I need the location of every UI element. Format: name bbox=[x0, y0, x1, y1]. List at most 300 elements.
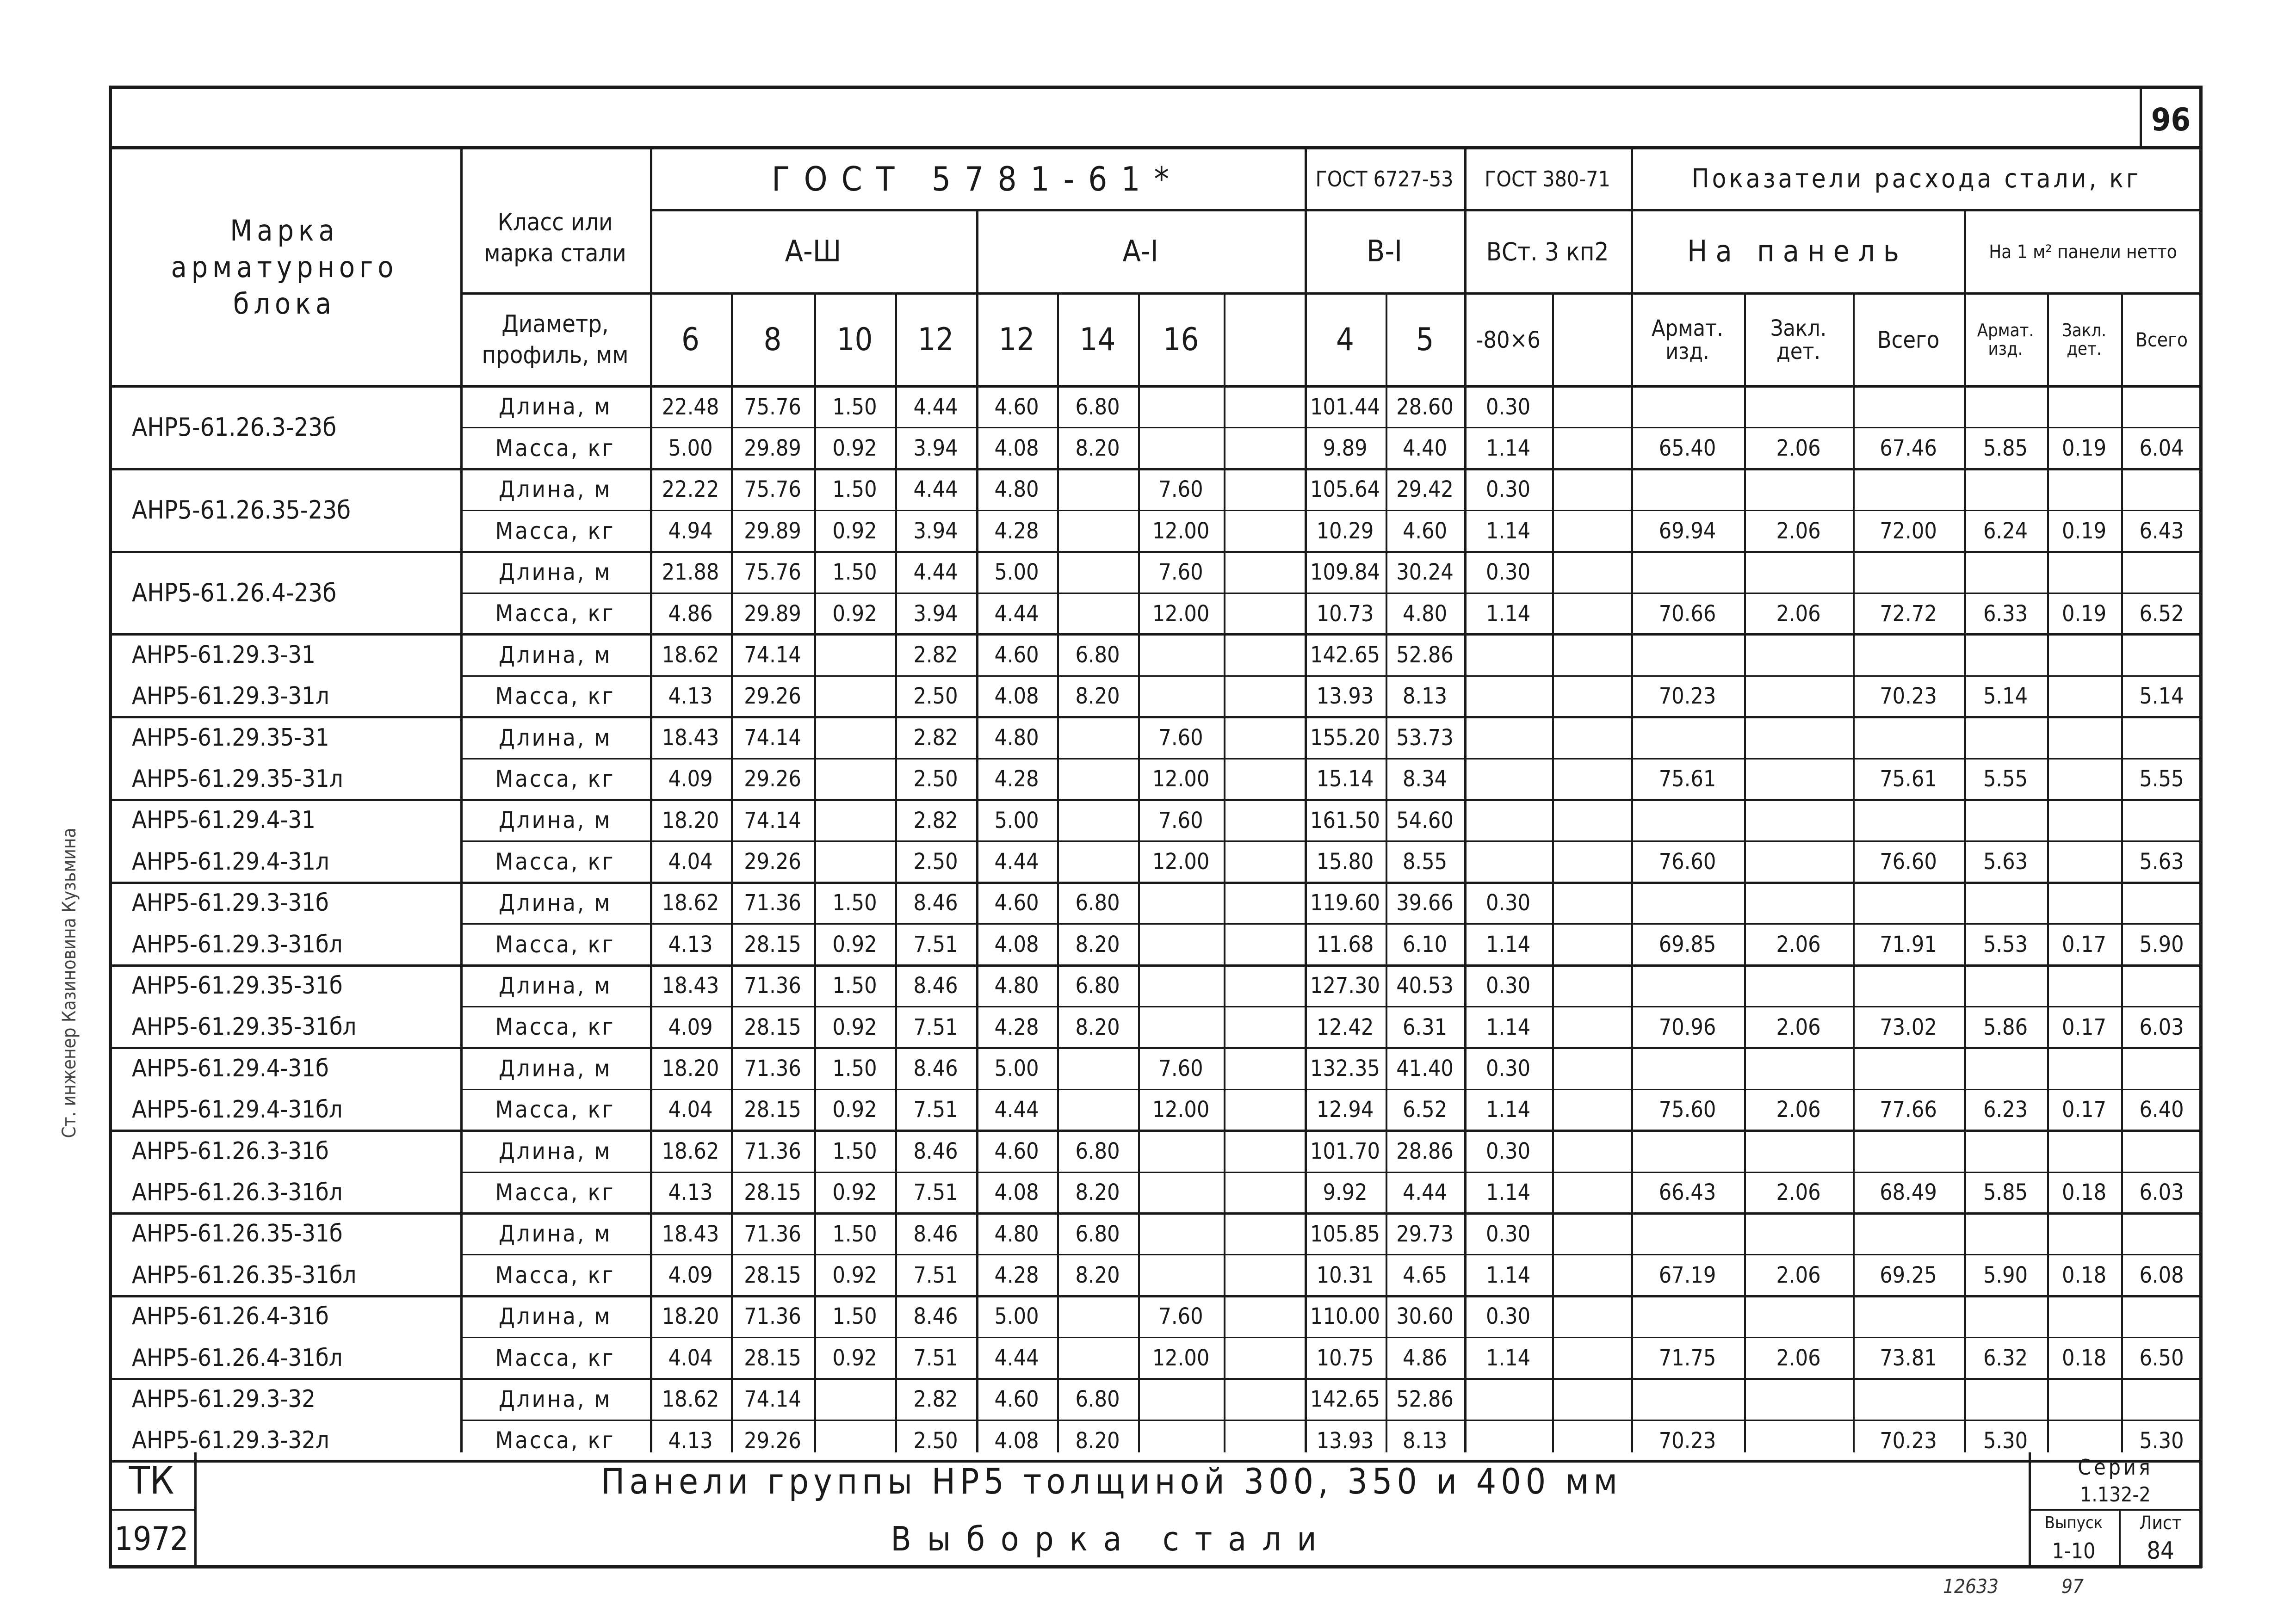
length-value: 0.30 bbox=[1485, 1303, 1531, 1330]
length-value: 74.14 bbox=[744, 642, 801, 668]
length-value: 4.60 bbox=[994, 642, 1039, 668]
mass-value: 9.89 bbox=[1323, 435, 1368, 461]
mass-value bbox=[1552, 1007, 1631, 1048]
mass-value: 15.80 bbox=[1316, 848, 1374, 875]
length-value: 1.50 bbox=[832, 1303, 877, 1330]
total-value: 73.81 bbox=[1880, 1345, 1937, 1371]
total-value bbox=[2047, 841, 2121, 882]
mass-value: 0.92 bbox=[832, 518, 877, 544]
diameter-value bbox=[1224, 294, 1305, 386]
length-value: 8.46 bbox=[913, 1221, 958, 1247]
length-value: 5.00 bbox=[994, 1055, 1039, 1081]
mass-value: 4.44 bbox=[1402, 1179, 1448, 1206]
mass-value bbox=[1224, 427, 1305, 469]
length-value: 18.62 bbox=[662, 1138, 719, 1164]
row-label-mass: Масса, кг bbox=[495, 766, 615, 793]
length-value bbox=[814, 800, 895, 841]
m2-total-header: Всего bbox=[2135, 328, 2188, 351]
row-label-mass: Масса, кг bbox=[495, 600, 615, 627]
total-value: 72.00 bbox=[1880, 518, 1937, 544]
length-value bbox=[1552, 717, 1631, 758]
m2-zakl-header bbox=[2047, 294, 2121, 386]
armat-header-line-1: Армат. bbox=[1652, 315, 1723, 341]
length-value bbox=[1552, 1296, 1631, 1337]
length-value: 0.30 bbox=[1485, 1138, 1531, 1164]
total-value: 0.17 bbox=[2061, 1014, 2107, 1040]
mass-value: 4.44 bbox=[994, 1097, 1039, 1123]
total-value: 5.85 bbox=[1983, 1179, 2028, 1206]
length-value: 71.36 bbox=[744, 1221, 801, 1247]
mass-value: 28.15 bbox=[744, 1014, 801, 1040]
zakl-header bbox=[1744, 294, 1853, 386]
diameter-value: 16 bbox=[1163, 321, 1199, 358]
mass-value bbox=[1464, 676, 1552, 717]
length-value: 0.30 bbox=[1485, 973, 1531, 999]
length-value: 53.73 bbox=[1396, 724, 1454, 751]
mass-value: 29.89 bbox=[744, 518, 801, 544]
total-value bbox=[1744, 676, 1853, 717]
row-label-length: Длина, м bbox=[498, 889, 612, 917]
mass-value: 4.94 bbox=[668, 518, 713, 544]
mass-value: 8.20 bbox=[1075, 435, 1120, 461]
mass-value: 7.51 bbox=[913, 931, 958, 957]
length-value: 5.00 bbox=[994, 559, 1039, 586]
length-value: 105.85 bbox=[1310, 1221, 1380, 1247]
length-value bbox=[1552, 1048, 1631, 1089]
mass-value: 0.92 bbox=[832, 1345, 877, 1371]
length-value bbox=[1138, 883, 1224, 924]
block-mark: АНР5-61.29.35-31бл bbox=[132, 1013, 357, 1041]
row-label-mass: Масса, кг bbox=[495, 931, 615, 958]
mass-value bbox=[1057, 510, 1138, 551]
mass-value: 12.94 bbox=[1316, 1097, 1374, 1123]
block-mark: АНР5-61.29.3-32л bbox=[132, 1426, 329, 1455]
mass-value: 9.92 bbox=[1323, 1179, 1368, 1206]
length-value: 7.60 bbox=[1158, 559, 1203, 586]
mass-value: 4.08 bbox=[994, 1179, 1039, 1206]
per-panel-header: На панель bbox=[1687, 235, 1907, 269]
mass-value: 1.14 bbox=[1485, 1345, 1531, 1371]
row-label-mass: Масса, кг bbox=[495, 1427, 615, 1454]
length-value: 18.20 bbox=[662, 1303, 719, 1330]
length-value: 6.80 bbox=[1075, 890, 1120, 916]
mass-value: 4.04 bbox=[668, 1345, 713, 1371]
archive-number: 12633 bbox=[1943, 1575, 1999, 1598]
block-mark: АНР5-61.29.3-31бл bbox=[132, 930, 343, 958]
row-label-mass: Масса, кг bbox=[495, 1261, 615, 1289]
row-label-length: Длина, м bbox=[498, 972, 612, 1000]
total-value: 67.19 bbox=[1659, 1262, 1716, 1288]
length-value bbox=[814, 634, 895, 675]
length-value bbox=[1224, 552, 1305, 593]
gost-380-header: ГОСТ 380-71 bbox=[1485, 167, 1610, 192]
mass-value: 4.65 bbox=[1402, 1262, 1448, 1288]
length-value bbox=[1138, 634, 1224, 675]
mass-value: 29.89 bbox=[744, 435, 801, 461]
mass-value: 4.28 bbox=[994, 1014, 1039, 1040]
row-label-length: Длина, м bbox=[498, 1137, 612, 1165]
length-value: 18.62 bbox=[662, 890, 719, 916]
row-label-length: Длина, м bbox=[498, 807, 612, 834]
mass-value: 28.15 bbox=[744, 931, 801, 957]
total-value: 2.06 bbox=[1776, 600, 1821, 627]
mass-value: 4.44 bbox=[994, 848, 1039, 875]
total-value: 69.85 bbox=[1659, 931, 1716, 957]
length-value bbox=[1224, 1048, 1305, 1089]
mass-value bbox=[1552, 924, 1631, 965]
block-mark: АНР5-61.29.4-31б bbox=[132, 1054, 329, 1082]
mass-value bbox=[1138, 427, 1224, 469]
block-mark: АНР5-61.26.3-31б bbox=[132, 1137, 329, 1165]
diameter-header bbox=[460, 294, 650, 386]
total-value: 75.61 bbox=[1659, 766, 1716, 792]
length-value: 71.36 bbox=[744, 1138, 801, 1164]
length-value: 22.22 bbox=[662, 476, 719, 503]
mass-value: 10.73 bbox=[1316, 600, 1374, 627]
length-value: 2.82 bbox=[913, 642, 958, 668]
length-value bbox=[1224, 1213, 1305, 1254]
block-mark: АНР5-61.29.4-31л bbox=[132, 847, 329, 876]
length-value: 41.40 bbox=[1396, 1055, 1454, 1081]
block-mark: АНР5-61.26.3-31бл bbox=[132, 1178, 343, 1206]
mass-value bbox=[1224, 924, 1305, 965]
m2-zakl-header-line-2: дет. bbox=[2067, 339, 2102, 359]
length-value: 8.46 bbox=[913, 1055, 958, 1081]
zakl-header-line-1: Закл. bbox=[1770, 315, 1827, 341]
mass-value bbox=[1224, 1089, 1305, 1130]
total-value: 0.17 bbox=[2061, 1097, 2107, 1123]
length-value bbox=[1224, 1379, 1305, 1420]
length-value bbox=[1138, 1379, 1224, 1420]
mass-value bbox=[1224, 510, 1305, 551]
total-value: 0.17 bbox=[2061, 931, 2107, 957]
mass-value bbox=[1464, 759, 1552, 800]
mass-value: 6.31 bbox=[1402, 1014, 1448, 1040]
total-value: 2.06 bbox=[1776, 1097, 1821, 1123]
mass-value: 0.92 bbox=[832, 1014, 877, 1040]
total-value: 70.23 bbox=[1659, 683, 1716, 710]
row-label-length: Длина, м bbox=[498, 559, 612, 586]
total-value: 5.63 bbox=[2139, 848, 2184, 875]
length-value: 4.80 bbox=[994, 1221, 1039, 1247]
diameter-value: 14 bbox=[1079, 321, 1116, 358]
total-value: 6.43 bbox=[2139, 518, 2184, 544]
mass-value: 8.13 bbox=[1402, 1427, 1448, 1454]
length-value: 21.88 bbox=[662, 559, 719, 586]
length-value: 18.43 bbox=[662, 1221, 719, 1247]
mark-header bbox=[109, 148, 460, 386]
total-value: 6.03 bbox=[2139, 1014, 2184, 1040]
total-value: 0.18 bbox=[2061, 1262, 2107, 1288]
length-value: 5.00 bbox=[994, 1303, 1039, 1330]
total-value: 5.30 bbox=[1983, 1427, 2028, 1454]
total-value: 2.06 bbox=[1776, 931, 1821, 957]
zakl-header-line-2: дет. bbox=[1776, 339, 1821, 364]
total-value: 5.53 bbox=[1983, 931, 2028, 957]
mass-value: 1.14 bbox=[1485, 931, 1531, 957]
mass-value bbox=[1057, 1337, 1138, 1378]
mass-value: 4.60 bbox=[1402, 518, 1448, 544]
length-value: 1.50 bbox=[832, 1055, 877, 1081]
issue-label: Выпуск bbox=[2044, 1513, 2103, 1532]
length-value bbox=[1138, 386, 1224, 427]
steel-use-header: Показатели расхода стали, кг bbox=[1691, 164, 2141, 194]
mass-value: 8.20 bbox=[1075, 1179, 1120, 1206]
mass-value: 6.52 bbox=[1402, 1097, 1448, 1123]
mass-value: 0.92 bbox=[832, 1097, 877, 1123]
length-value: 18.20 bbox=[662, 807, 719, 834]
footer-title: Панели группы НР5 толщиной 300, 350 и 400 мм bbox=[600, 1460, 1622, 1502]
row-label-length: Длина, м bbox=[498, 641, 612, 668]
diameter-value: 8 bbox=[763, 321, 782, 358]
mass-value bbox=[1552, 510, 1631, 551]
class-a1-header: А-І bbox=[1122, 235, 1158, 269]
length-value: 132.35 bbox=[1310, 1055, 1380, 1081]
length-value: 6.80 bbox=[1075, 1138, 1120, 1164]
length-value: 4.60 bbox=[994, 394, 1039, 420]
total-value: 6.32 bbox=[1983, 1345, 2028, 1371]
total-value: 70.96 bbox=[1659, 1014, 1716, 1040]
mass-value: 2.50 bbox=[913, 766, 958, 792]
mass-value: 8.20 bbox=[1075, 1014, 1120, 1040]
mass-value: 0.92 bbox=[832, 600, 877, 627]
mass-value bbox=[1552, 676, 1631, 717]
length-value: 6.80 bbox=[1075, 973, 1120, 999]
block-mark: АНР5-61.26.4-31б bbox=[132, 1303, 329, 1331]
mass-value bbox=[1138, 1172, 1224, 1213]
total-value: 65.40 bbox=[1659, 435, 1716, 461]
mass-value bbox=[1552, 427, 1631, 469]
length-value: 71.36 bbox=[744, 973, 801, 999]
mass-value: 1.14 bbox=[1485, 518, 1531, 544]
total-value: 70.23 bbox=[1880, 683, 1937, 710]
length-value: 4.80 bbox=[994, 973, 1039, 999]
mass-value: 4.28 bbox=[994, 518, 1039, 544]
mass-value bbox=[1057, 1089, 1138, 1130]
total-value: 2.06 bbox=[1776, 1179, 1821, 1206]
row-label-mass: Масса, кг bbox=[495, 1096, 615, 1124]
total-value: 5.14 bbox=[1983, 683, 2028, 710]
block-mark: АНР5-61.26.35-31бл bbox=[132, 1261, 357, 1289]
block-mark: АНР5-61.29.35-31 bbox=[132, 723, 329, 752]
total-value: 6.50 bbox=[2139, 1345, 2184, 1371]
mass-value: 12.00 bbox=[1152, 518, 1210, 544]
total-value: 71.75 bbox=[1659, 1345, 1716, 1371]
total-value: 68.49 bbox=[1880, 1179, 1937, 1206]
mass-value: 4.13 bbox=[668, 683, 713, 710]
total-value: 6.23 bbox=[1983, 1097, 2028, 1123]
length-value: 7.60 bbox=[1158, 476, 1203, 503]
mass-value: 2.50 bbox=[913, 683, 958, 710]
length-value: 2.82 bbox=[913, 724, 958, 751]
mass-value bbox=[1224, 1337, 1305, 1378]
diameter-header-line-2: профиль, мм bbox=[482, 341, 629, 369]
total-value: 0.19 bbox=[2061, 600, 2107, 627]
total-value: 2.06 bbox=[1776, 435, 1821, 461]
length-value: 0.30 bbox=[1485, 1221, 1531, 1247]
m2-armat-header bbox=[1964, 294, 2047, 386]
length-value bbox=[1552, 469, 1631, 510]
total-value: 69.94 bbox=[1659, 518, 1716, 544]
total-value: 6.33 bbox=[1983, 600, 2028, 627]
diameter-header-line-1: Диаметр, bbox=[501, 310, 609, 339]
mass-value: 29.26 bbox=[744, 1427, 801, 1454]
mass-value bbox=[814, 676, 895, 717]
mass-value: 3.94 bbox=[913, 435, 958, 461]
total-value bbox=[1744, 841, 1853, 882]
mass-value bbox=[1224, 676, 1305, 717]
total-value: 6.24 bbox=[1983, 518, 2028, 544]
length-value bbox=[1552, 634, 1631, 675]
length-value: 7.60 bbox=[1158, 724, 1203, 751]
length-value bbox=[1057, 552, 1138, 593]
mass-value: 29.26 bbox=[744, 848, 801, 875]
mass-value: 4.13 bbox=[668, 1179, 713, 1206]
length-value bbox=[1224, 800, 1305, 841]
length-value: 4.80 bbox=[994, 724, 1039, 751]
total-value: 77.66 bbox=[1880, 1097, 1937, 1123]
mass-value bbox=[814, 841, 895, 882]
length-value: 119.60 bbox=[1310, 890, 1380, 916]
length-value: 8.46 bbox=[913, 890, 958, 916]
row-label-mass: Масса, кг bbox=[495, 1013, 615, 1041]
mass-value bbox=[1224, 1172, 1305, 1213]
class-b1-header: В-І bbox=[1366, 235, 1403, 269]
series-value: 1.132-2 bbox=[2080, 1483, 2151, 1507]
mass-value: 29.26 bbox=[744, 683, 801, 710]
length-value: 6.80 bbox=[1075, 642, 1120, 668]
row-label-length: Длина, м bbox=[498, 393, 612, 420]
total-value: 5.90 bbox=[1983, 1262, 2028, 1288]
length-value bbox=[1552, 1213, 1631, 1254]
mass-value: 8.20 bbox=[1075, 1262, 1120, 1288]
mass-value bbox=[1224, 841, 1305, 882]
length-value: 0.30 bbox=[1485, 476, 1531, 503]
total-value: 5.55 bbox=[2139, 766, 2184, 792]
total-value: 6.52 bbox=[2139, 600, 2184, 627]
mass-value bbox=[1464, 841, 1552, 882]
mass-value bbox=[1552, 1337, 1631, 1378]
length-value: 18.62 bbox=[662, 642, 719, 668]
diameter-value: -80×6 bbox=[1476, 326, 1541, 353]
length-value: 161.50 bbox=[1310, 807, 1380, 834]
length-value: 22.48 bbox=[662, 394, 719, 420]
length-value bbox=[1138, 1130, 1224, 1172]
length-value: 4.60 bbox=[994, 1386, 1039, 1413]
mass-value: 4.40 bbox=[1402, 435, 1448, 461]
total-value: 0.19 bbox=[2061, 518, 2107, 544]
length-value: 18.43 bbox=[662, 724, 719, 751]
mass-value: 1.14 bbox=[1485, 1097, 1531, 1123]
length-value: 18.62 bbox=[662, 1386, 719, 1413]
archive-page: 97 bbox=[2061, 1575, 2084, 1598]
length-value bbox=[1464, 634, 1552, 675]
diameter-value: 4 bbox=[1336, 321, 1354, 358]
total-value: 75.61 bbox=[1880, 766, 1937, 792]
mass-value bbox=[1552, 841, 1631, 882]
mass-value: 4.08 bbox=[994, 931, 1039, 957]
mass-value: 4.08 bbox=[994, 1427, 1039, 1454]
mass-value: 15.14 bbox=[1316, 766, 1374, 792]
mass-value: 4.04 bbox=[668, 1097, 713, 1123]
length-value: 0.30 bbox=[1485, 394, 1531, 420]
total-value: 66.43 bbox=[1659, 1179, 1716, 1206]
row-label-length: Длина, м bbox=[498, 1220, 612, 1247]
total-value: 5.63 bbox=[1983, 848, 2028, 875]
length-value: 6.80 bbox=[1075, 1386, 1120, 1413]
diameter-value: 12 bbox=[998, 321, 1035, 358]
mark-header-line-1: Марка bbox=[230, 213, 339, 247]
mass-value: 4.09 bbox=[668, 766, 713, 792]
total-value: 70.66 bbox=[1659, 600, 1716, 627]
block-mark: АНР5-61.29.3-31б bbox=[132, 889, 329, 917]
mass-value bbox=[1057, 593, 1138, 634]
mass-value: 2.50 bbox=[913, 848, 958, 875]
length-value: 2.82 bbox=[913, 1386, 958, 1413]
length-value bbox=[1057, 800, 1138, 841]
mass-value bbox=[1057, 841, 1138, 882]
mass-value: 8.55 bbox=[1402, 848, 1448, 875]
total-value: 2.06 bbox=[1776, 1014, 1821, 1040]
mass-value: 1.14 bbox=[1485, 1262, 1531, 1288]
total-value: 0.18 bbox=[2061, 1179, 2107, 1206]
mass-value: 4.86 bbox=[1402, 1345, 1448, 1371]
block-mark: АНР5-61.29.35-31л bbox=[132, 765, 343, 793]
mass-value: 1.14 bbox=[1485, 1014, 1531, 1040]
mass-value: 4.13 bbox=[668, 931, 713, 957]
length-value: 4.80 bbox=[994, 476, 1039, 503]
length-value: 71.36 bbox=[744, 1303, 801, 1330]
length-value bbox=[1464, 717, 1552, 758]
length-value: 1.50 bbox=[832, 1138, 877, 1164]
length-value bbox=[1552, 1130, 1631, 1172]
total-value: 5.90 bbox=[2139, 931, 2184, 957]
length-value bbox=[1224, 1130, 1305, 1172]
length-value: 29.73 bbox=[1396, 1221, 1454, 1247]
mass-value: 0.92 bbox=[832, 1179, 877, 1206]
mass-value: 28.15 bbox=[744, 1345, 801, 1371]
length-value: 18.43 bbox=[662, 973, 719, 999]
length-value bbox=[1138, 965, 1224, 1007]
length-value: 101.70 bbox=[1310, 1138, 1380, 1164]
mass-value: 13.93 bbox=[1316, 1427, 1374, 1454]
total-value: 2.06 bbox=[1776, 1262, 1821, 1288]
length-value: 1.50 bbox=[832, 476, 877, 503]
length-value: 71.36 bbox=[744, 1055, 801, 1081]
mass-value: 1.14 bbox=[1485, 435, 1531, 461]
block-mark: АНР5-61.29.35-31б bbox=[132, 971, 343, 1000]
mass-value: 2.50 bbox=[913, 1427, 958, 1454]
mass-value: 4.28 bbox=[994, 1262, 1039, 1288]
mass-value: 7.51 bbox=[913, 1262, 958, 1288]
length-value: 75.76 bbox=[744, 476, 801, 503]
total-value: 73.02 bbox=[1880, 1014, 1937, 1040]
mass-value bbox=[1552, 1254, 1631, 1296]
length-value: 142.65 bbox=[1310, 1386, 1380, 1413]
total-value: 72.72 bbox=[1880, 600, 1937, 627]
mass-value: 8.20 bbox=[1075, 683, 1120, 710]
total-value bbox=[2047, 676, 2121, 717]
total-value: 70.23 bbox=[1659, 1427, 1716, 1454]
mass-value: 1.14 bbox=[1485, 600, 1531, 627]
mass-value bbox=[1138, 1007, 1224, 1048]
length-value: 1.50 bbox=[832, 394, 877, 420]
length-value bbox=[1224, 386, 1305, 427]
length-value: 71.36 bbox=[744, 890, 801, 916]
total-value: 67.46 bbox=[1880, 435, 1937, 461]
row-label-mass: Масса, кг bbox=[495, 1179, 615, 1206]
sheet-label: Лист bbox=[2139, 1512, 2182, 1534]
